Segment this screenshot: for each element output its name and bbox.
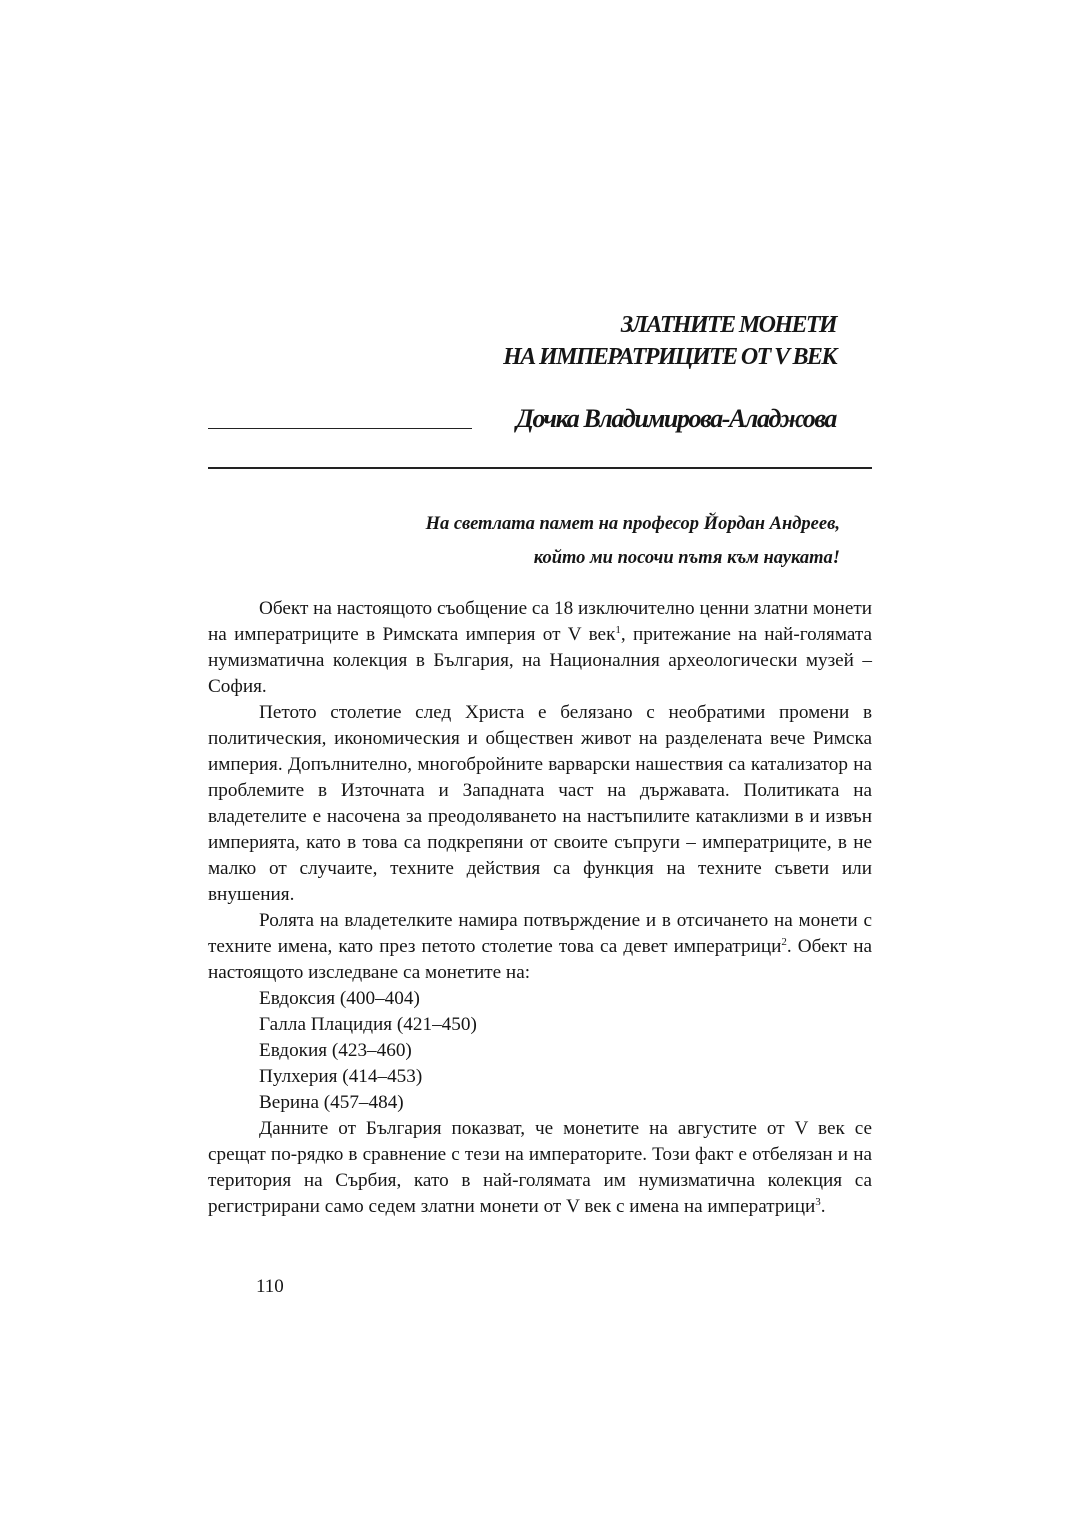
paragraph-3 bbox=[208, 908, 872, 986]
article-title-line-2: НА ИМПЕРАТРИЦИТЕ ОТ V ВЕК bbox=[503, 344, 836, 370]
header-rule bbox=[208, 467, 872, 469]
paragraph-4 bbox=[208, 1116, 872, 1220]
paragraph-3-text-cont: . Обект на настоящото изследване са монетите на: bbox=[208, 936, 872, 983]
list-item: Пулхерия (414–453) bbox=[259, 1066, 423, 1087]
article-body bbox=[208, 596, 872, 1220]
dedication-line-1: На светлата памет на професор Йордан Андреев, bbox=[425, 514, 840, 534]
paragraph-4-text: Данните от България показват, че монетите на августите от V век се срещат по-рядко в сравнение с тези на императорите. Този факт е отбелязан и на територия на Сърбия, като в най-голямата им нумизматична колекция са регистрирани само седем златни монети от V век с имена на императрици bbox=[208, 1118, 872, 1217]
paragraph-2: Петото столетие след Христа е белязано с необратими промени в политическия, икономическия и обществен живот на разделената вече Римска империя. Допълнително, многобройните варварски нашествия са катализатор на проблемите в Източната и Западната част на държавата. Политиката на владетелите е насочена за преодоляването на настъпилите катаклизми в и извън империята, като в това са подкрепяни от своите съпруги – императриците, в не малко от случаите, техните действия са функция на техните съвети или внушения. bbox=[208, 702, 872, 905]
list-item: Евдокия (423–460) bbox=[259, 1040, 412, 1061]
list-item: Верина (457–484) bbox=[259, 1092, 404, 1113]
dedication-line-2: който ми посочи пътя към науката! bbox=[533, 548, 840, 568]
page-number: 110 bbox=[256, 1276, 284, 1297]
list-item: Евдоксия (400–404) bbox=[259, 988, 420, 1009]
paragraph-4-text-cont: . bbox=[820, 1196, 826, 1217]
paragraph-3-text: Ролята на владетелките намира потвърждение и в отсичането на монети с техните имена, като през петото столетие това са девет императрици bbox=[208, 910, 872, 957]
empress-list bbox=[208, 986, 872, 1116]
paragraph-1 bbox=[208, 596, 872, 700]
paragraph-1-text-cont: , притежание на най-голямата нумизматична колекция в България, на Националния археологически музей – София. bbox=[208, 624, 873, 697]
footnote-ref-1: 1 bbox=[615, 624, 621, 636]
footnote-ref-2: 2 bbox=[781, 936, 787, 948]
article-title-line-1: ЗЛАТНИТЕ МОНЕТИ bbox=[620, 312, 836, 338]
author-name: Дочка Владимирова-Аладжова bbox=[516, 404, 836, 433]
list-item: Галла Плацидия (421–450) bbox=[259, 1014, 477, 1035]
author-rule bbox=[208, 428, 472, 429]
footnote-ref-3: 3 bbox=[815, 1196, 821, 1208]
paragraph-1-text: Обект на настоящото съобщение са 18 изключително ценни златни монети на императриците в Римската империя от V век bbox=[208, 598, 872, 645]
